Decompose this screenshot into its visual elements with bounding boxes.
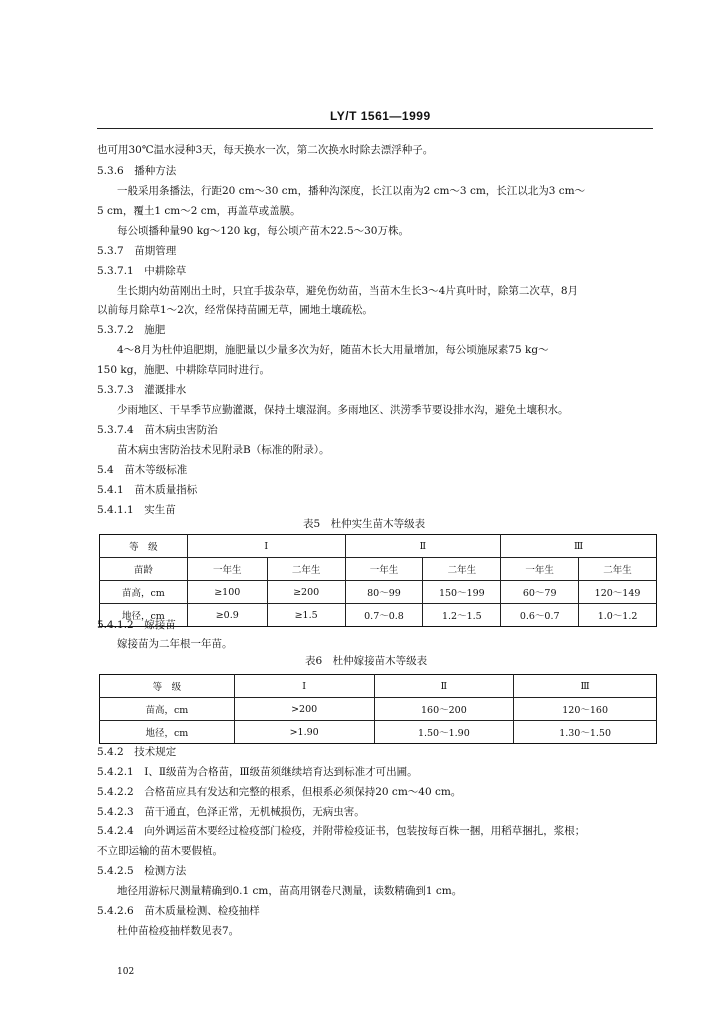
table5-cell: ≥0.9 xyxy=(187,604,267,627)
table5-caption: 表5 杜仲实生苗木等级表 xyxy=(303,518,426,530)
table5-cell: 80～99 xyxy=(345,581,423,604)
body-line: 每公顷播种量90 kg～120 kg，每公顷产苗木22.5～30万株。 xyxy=(117,225,409,237)
table6-row-label: 苗高，cm xyxy=(100,698,235,721)
table5-age-label: 苗龄 xyxy=(100,558,188,581)
body-line: 一般采用条播法，行距20 cm～30 cm，播种沟深度，长江以南为2 cm～3 cm，长江以北为3 cm～ xyxy=(117,185,586,197)
section-heading: 5.4 苗木等级标准 xyxy=(97,464,188,476)
table5-grade-1: Ⅰ xyxy=(187,535,345,558)
section-heading: 5.3.7.2 施肥 xyxy=(97,324,166,336)
body-line: 少雨地区、干旱季节应勤灌溉，保持土壤湿润。多雨地区、洪涝季节要设排水沟，避免土壤积水。 xyxy=(117,404,569,416)
body-line: 5.4.2.1 Ⅰ、Ⅱ级苗为合格苗，Ⅲ级苗须继续培育达到标准才可出圃。 xyxy=(97,766,418,778)
section-heading: 5.4.1 苗木质量指标 xyxy=(97,484,198,496)
table5-cell: 0.6～0.7 xyxy=(501,604,579,627)
table5-cell: 1.0～1.2 xyxy=(579,604,657,627)
table5-seedling-grades xyxy=(99,534,657,627)
body-line: 也可用30℃温水浸种3天，每天换水一次，第二次换水时除去漂浮种子。 xyxy=(97,144,434,156)
table6-grade-1: Ⅰ xyxy=(234,675,374,698)
body-line: 5 cm，覆土1 cm～2 cm，再盖草或盖膜。 xyxy=(97,205,301,217)
table6-grade-label: 等 级 xyxy=(100,675,235,698)
table5-age-cell: 一年生 xyxy=(345,558,423,581)
section-heading: 5.4.1.1 实生苗 xyxy=(97,504,176,516)
body-line: 杜仲苗检疫抽样数见表7。 xyxy=(117,925,240,937)
table6-cell: 160～200 xyxy=(374,698,514,721)
table5-row-label: 地径，cm xyxy=(100,604,188,627)
table5-height-row xyxy=(100,581,657,604)
page-number: 102 xyxy=(117,967,135,977)
body-line: 不立即运输的苗木要假植。 xyxy=(97,845,223,857)
table5-age-cell: 一年生 xyxy=(187,558,267,581)
section-heading: 5.3.6 播种方法 xyxy=(97,165,177,177)
table5-age-cell: 一年生 xyxy=(501,558,579,581)
table6-cell: 1.50～1.90 xyxy=(374,721,514,744)
table5-grade-row xyxy=(100,535,657,558)
table5-row-label: 苗高，cm xyxy=(100,581,188,604)
body-line: 5.4.2.4 向外调运苗木要经过检疫部门检疫，并附带检疫证书，包装按每百株一捆，用稻草捆扎，浆根； xyxy=(97,825,586,837)
table6-cell: 1.30～1.50 xyxy=(514,721,657,744)
table5-cell: ≥100 xyxy=(187,581,267,604)
table6-grade-2: Ⅱ xyxy=(374,675,514,698)
body-line: 嫁接苗为二年根一年苗。 xyxy=(117,638,233,650)
body-line: 地径用游标尺测量精确到0.1 cm，苗高用钢卷尺测量，读数精确到1 cm。 xyxy=(117,885,463,897)
body-line: 150 kg，施肥、中耕除草同时进行。 xyxy=(97,364,270,376)
table5-cell: 1.2～1.5 xyxy=(423,604,501,627)
section-heading: 5.4.1.2 嫁接苗 xyxy=(97,619,176,631)
body-line: 5.4.2.3 苗干通直，色泽正常，无机械损伤，无病虫害。 xyxy=(97,806,365,818)
table6-cell: >1.90 xyxy=(234,721,374,744)
section-heading: 5.3.7.4 苗木病虫害防治 xyxy=(97,424,218,436)
table5-cell: 0.7～0.8 xyxy=(345,604,423,627)
table6-cell: 120～160 xyxy=(514,698,657,721)
table5-cell: 60～79 xyxy=(501,581,579,604)
table6-height-row xyxy=(100,698,657,721)
table5-cell: ≥1.5 xyxy=(267,604,345,627)
table5-cell: 150～199 xyxy=(423,581,501,604)
section-heading: 5.3.7.1 中耕除草 xyxy=(97,265,187,277)
table6-caption: 表6 杜仲嫁接苗木等级表 xyxy=(305,655,428,667)
body-line: 5.4.2.2 合格苗应具有发达和完整的根系，但根系必须保持20 cm～40 cm。 xyxy=(97,786,462,798)
section-heading: 5.4.2 技术规定 xyxy=(97,746,177,758)
table5-cell: ≥200 xyxy=(267,581,345,604)
body-line: 4～8月为杜仲追肥期，施肥量以少量多次为好，随苗木长大用量增加，每公顷施尿素75 kg～ xyxy=(117,344,549,356)
body-line: 生长期内幼苗刚出土时，只宜手拔杂草，避免伤幼苗，当苗木生长3～4片真叶时，除第二次草，8月 xyxy=(117,285,579,297)
section-heading: 5.4.2.5 检测方法 xyxy=(97,865,187,877)
table5-diameter-row xyxy=(100,604,657,627)
table5-grade-2: Ⅱ xyxy=(345,535,501,558)
table5-age-row xyxy=(100,558,657,581)
table6-grafted-grades xyxy=(99,674,657,744)
table5-grade-label: 等 级 xyxy=(100,535,188,558)
table6-grade-row xyxy=(100,675,657,698)
body-line: 苗木病虫害防治技术见附录B（标准的附录）。 xyxy=(117,444,330,456)
table6-row-label: 地径，cm xyxy=(100,721,235,744)
body-line: 以前每月除草1～2次，经常保持苗圃无草，圃地土壤疏松。 xyxy=(97,304,373,316)
table5-age-cell: 二年生 xyxy=(579,558,657,581)
table5-age-cell: 二年生 xyxy=(423,558,501,581)
standard-code-header: LY/T 1561—1999 xyxy=(330,109,431,123)
table5-cell: 120～149 xyxy=(579,581,657,604)
table6-grade-3: Ⅲ xyxy=(514,675,657,698)
section-heading: 5.3.7 苗期管理 xyxy=(97,245,177,257)
header-rule xyxy=(97,128,653,129)
table6-diameter-row xyxy=(100,721,657,744)
table5-grade-3: Ⅲ xyxy=(501,535,657,558)
table6-cell: >200 xyxy=(234,698,374,721)
table5-age-cell: 二年生 xyxy=(267,558,345,581)
section-heading: 5.3.7.3 灌溉排水 xyxy=(97,384,187,396)
section-heading: 5.4.2.6 苗木质量检测、检疫抽样 xyxy=(97,905,260,917)
